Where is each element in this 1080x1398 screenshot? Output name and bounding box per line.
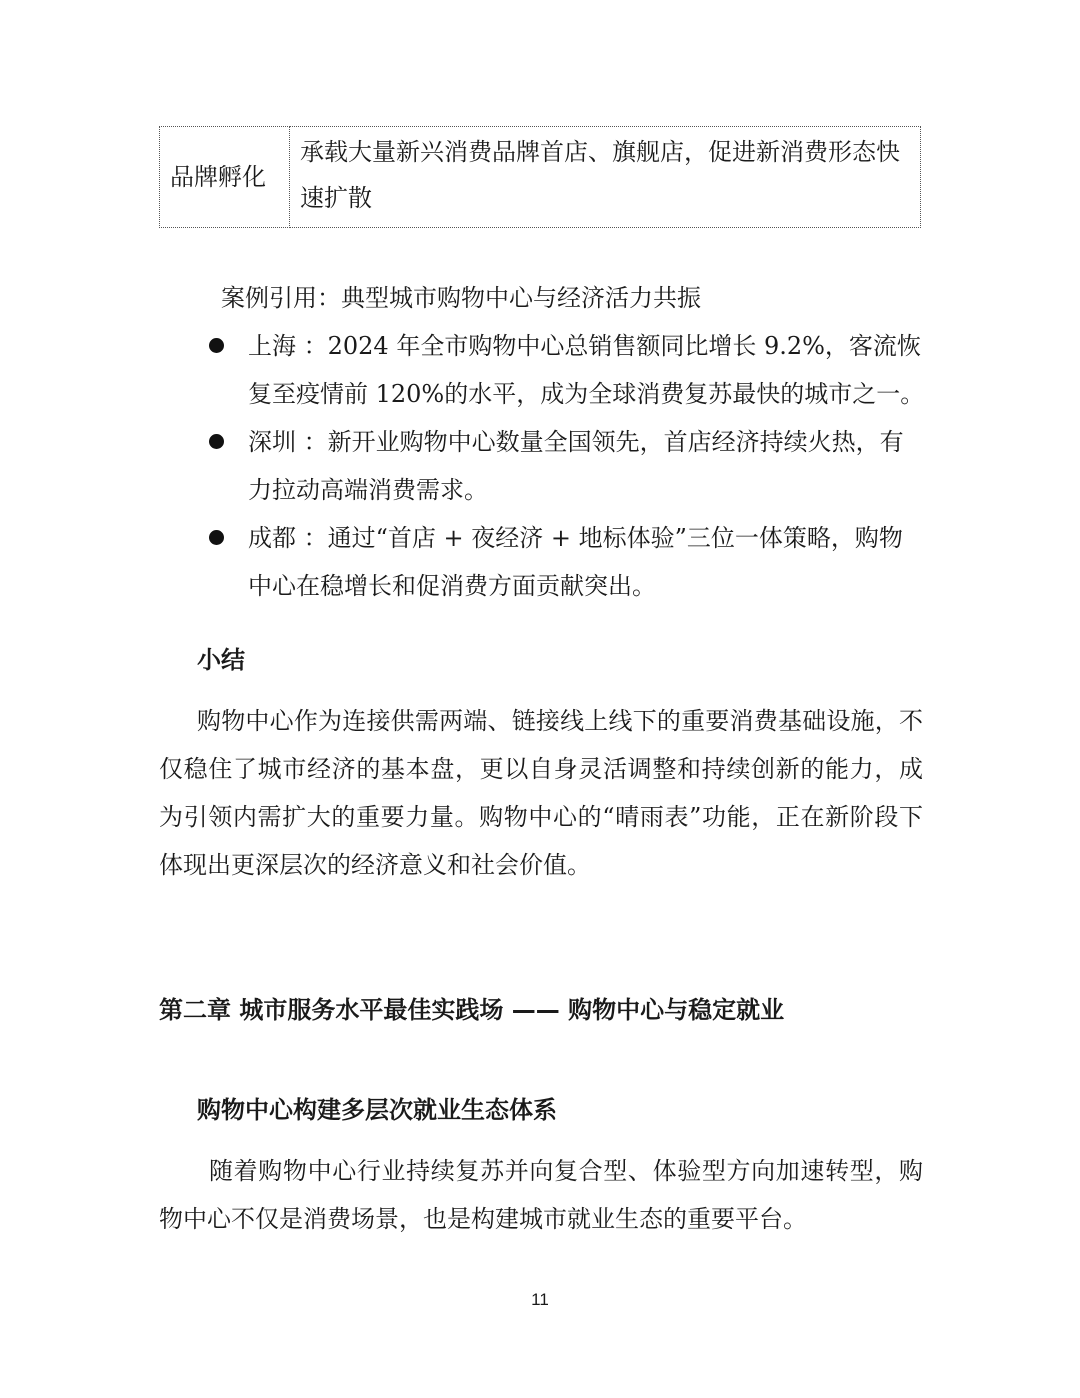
bullet-icon — [209, 434, 224, 449]
case-intro: 案例引用：典型城市购物中心与经济活力共振 — [221, 284, 701, 312]
table-cell-description: 承载大量新兴消费品牌首店、旗舰店，促进新消费形态快速扩散 — [290, 127, 921, 228]
list-item — [205, 514, 925, 610]
bullet-icon — [209, 338, 224, 353]
summary-paragraph: 购物中心作为连接供需两端、链接线上线下的重要消费基础设施，不仅稳住了城市经济的基本盘，更以自身灵活调整和持续创新的能力，成为引领内需扩大的重要力量。购物中心的“晴雨表”功能，正在新阶段下体现出更深层次的经济意义和社会价值。 — [159, 707, 923, 879]
case-text: 上海 ：2024 年全市购物中心总销售额同比增长 9.2%，客流恢复至疫情前 120%的水平，成为全球消费复苏最快的城市之一。 — [248, 332, 925, 408]
section-heading: 购物中心构建多层次就业生态体系 — [197, 1096, 557, 1124]
list-item — [205, 322, 925, 418]
feature-table — [159, 126, 921, 228]
summary-heading: 小结 — [197, 646, 245, 674]
section-paragraph: 随着购物中心行业持续复苏并向复合型、体验型方向加速转型，购物中心不仅是消费场景，也是构建城市就业生态的重要平台。 — [159, 1157, 923, 1233]
bullet-icon — [209, 530, 224, 545]
case-text: 深圳 ：新开业购物中心数量全国领先，首店经济持续火热，有力拉动高端消费需求。 — [248, 428, 904, 504]
table-row — [160, 127, 921, 228]
page-number: 11 — [531, 1290, 549, 1309]
list-item — [205, 418, 925, 514]
case-list — [205, 322, 925, 610]
case-text: 成都 ：通过“首店 + 夜经济 + 地标体验”三位一体策略，购物中心在稳增长和促消费方面贡献突出。 — [248, 524, 903, 600]
table-cell-label: 品牌孵化 — [160, 127, 290, 228]
chapter-heading: 第二章 城市服务水平最佳实践场 —— 购物中心与稳定就业 — [159, 996, 785, 1024]
